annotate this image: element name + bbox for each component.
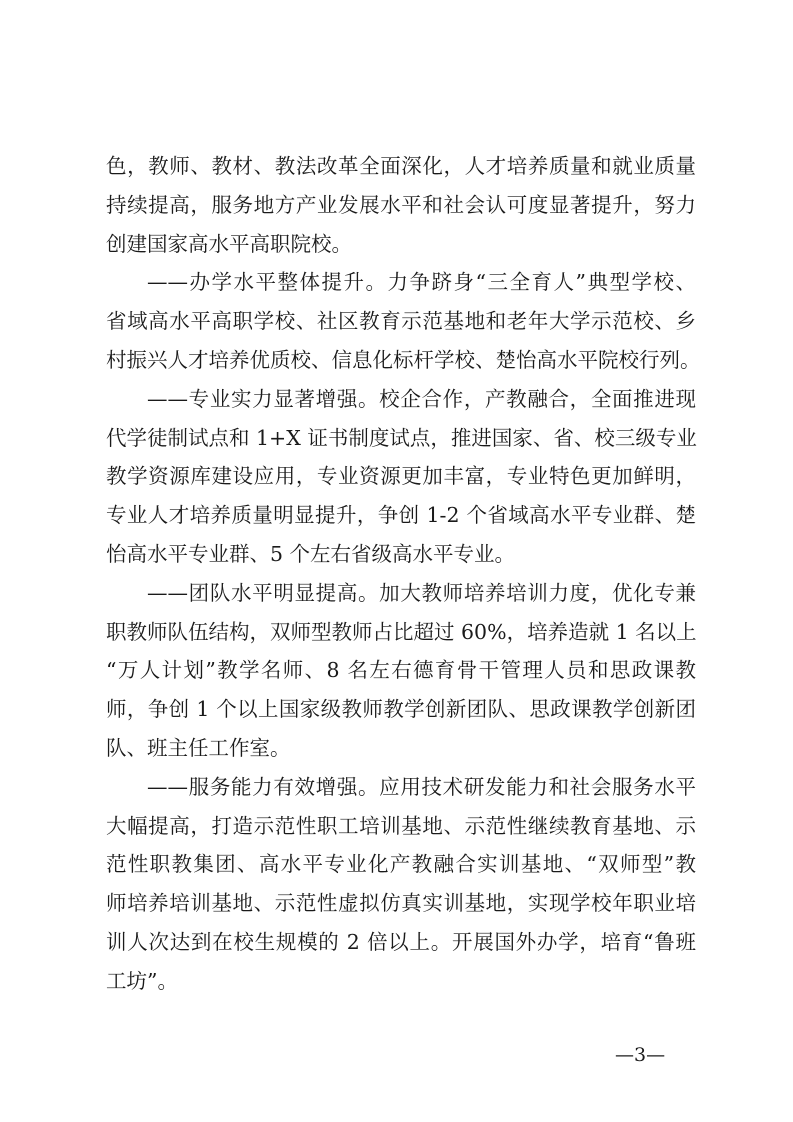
paragraph-5-line-4: 师培养培训基地、示范性虚拟仿真实训基地，实现学校年职业培 (106, 891, 696, 916)
body-text (106, 147, 701, 1001)
paragraph-1-line-3: 创建国家高水平高职院校。 (106, 231, 352, 256)
paragraph-4-line-3: “万人计划”教学名师、8 名左右德育骨干管理人员和思政课教 (106, 658, 696, 683)
paragraph-2-line-2: 省域高水平高职学校、社区教育示范基地和老年大学示范校、乡 (106, 309, 696, 334)
paragraph-4-line-2: 职教师队伍结构，双师型教师占比超过 60%，培养造就 1 名以上 (106, 619, 697, 644)
paragraph-1-line-1: 色，教师、教材、教法改革全面深化，人才培养质量和就业质量 (106, 154, 696, 178)
paragraph-5-line-3: 范性职教集团、高水平专业化产教融合实训基地、“双师型”教 (106, 852, 696, 877)
paragraph-4-line-4: 师，争创 1 个以上国家级教师教学创新团队、思政课教学创新团 (106, 697, 696, 722)
paragraph-5-line-5: 训人次达到在校生规模的 2 倍以上。开展国外办学，培育“鲁班 (106, 929, 696, 954)
paragraph-5-line-2: 大幅提高，打造示范性职工培训基地、示范性继续教育基地、示 (106, 813, 696, 838)
page-number: —3— (615, 1044, 666, 1066)
paragraph-3-line-4: 专业人才培养质量明显提升，争创 1-2 个省域高水平专业群、楚 (106, 503, 696, 528)
paragraph-5-line-6: 工坊”。 (106, 968, 178, 993)
paragraph-4-line-1: ——团队水平明显提高。加大教师培养培训力度，优化专兼 (147, 580, 696, 605)
paragraph-3-line-5: 怡高水平专业群、5 个左右省级高水平专业。 (106, 541, 516, 566)
paragraph-4-line-5: 队、班主任工作室。 (106, 735, 291, 760)
paragraph-2-line-3: 村振兴人才培养优质校、信息化标杆学校、楚怡高水平院校行列。 (106, 347, 701, 372)
paragraph-2-line-1: ——办学水平整体提升。力争跻身“三全育人”典型学校、 (147, 270, 696, 295)
paragraph-3-line-1: ——专业实力显著增强。校企合作，产教融合，全面推进现 (147, 386, 696, 411)
paragraph-3-line-3: 教学资源库建设应用，专业资源更加丰富，专业特色更加鲜明， (106, 464, 696, 489)
paragraph-3-line-2: 代学徒制试点和 1+X 证书制度试点，推进国家、省、校三级专业 (106, 425, 697, 450)
paragraph-1-line-2: 持续提高，服务地方产业发展水平和社会认可度显著提升，努力 (106, 192, 696, 217)
paragraph-5-line-1: ——服务能力有效增强。应用技术研发能力和社会服务水平 (147, 774, 696, 799)
